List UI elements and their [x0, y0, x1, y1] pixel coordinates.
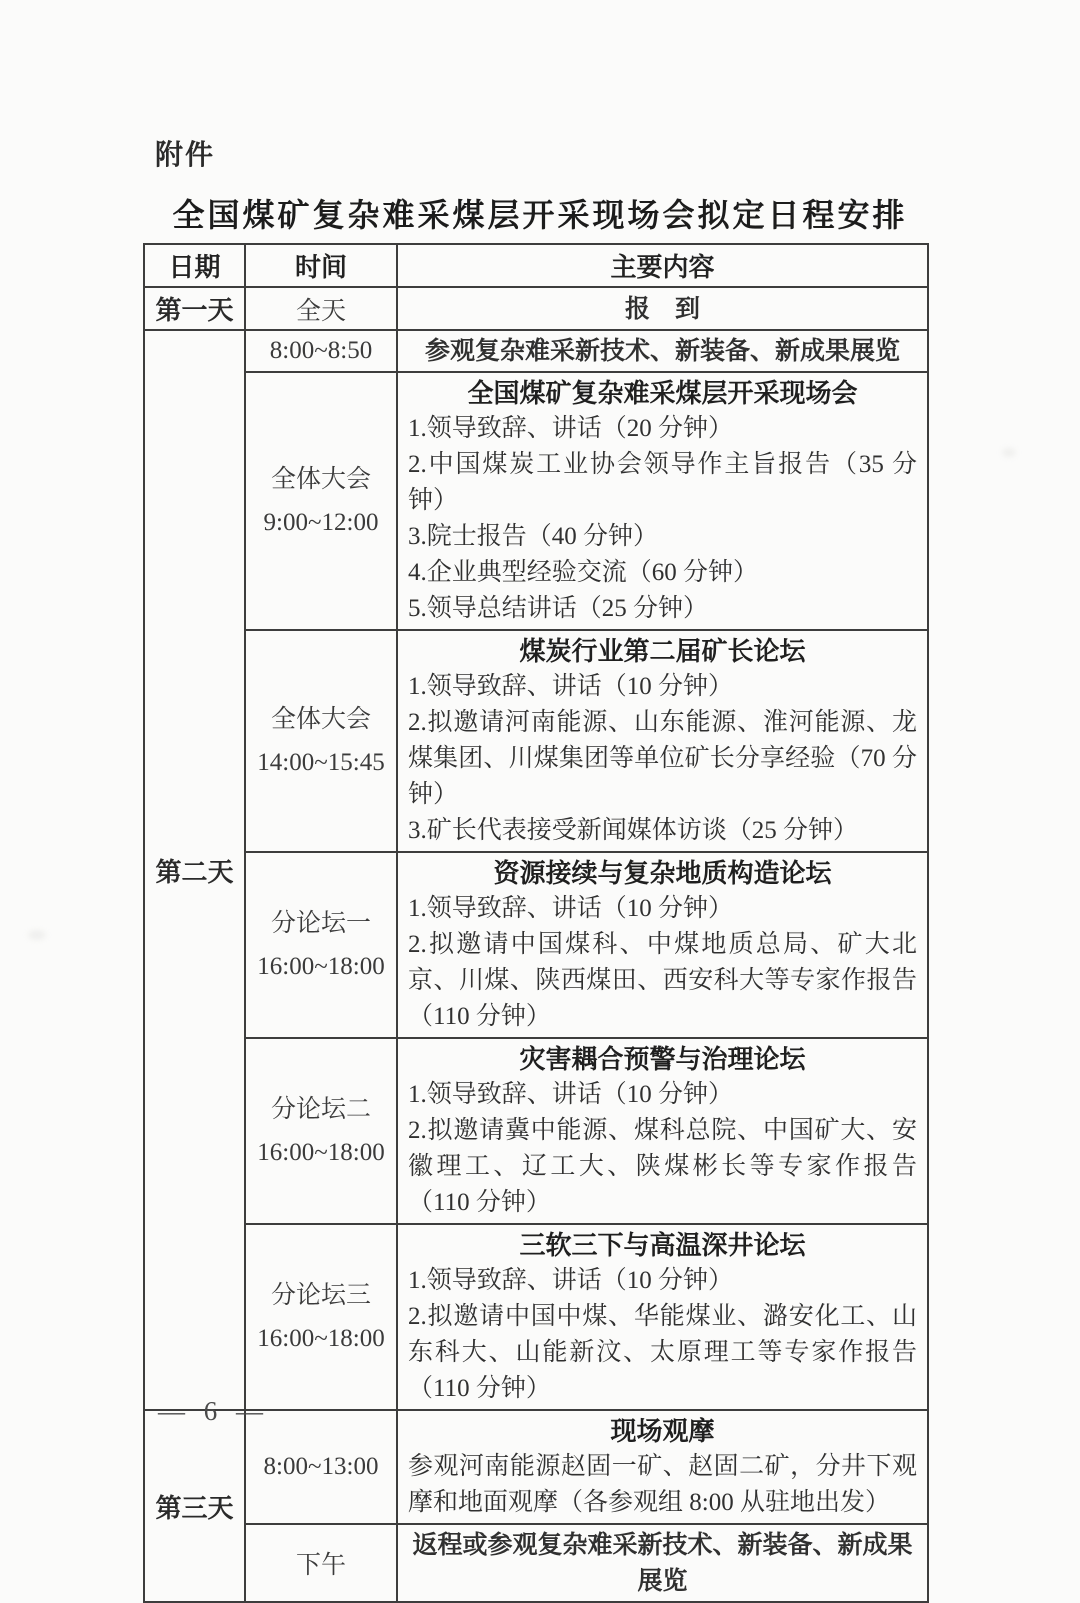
table-row	[144, 1038, 928, 1224]
column-header-time: 时间	[245, 244, 397, 287]
session-title: 全国煤矿复杂难采煤层开采现场会	[467, 378, 858, 408]
session-label: 分论坛一	[270, 909, 371, 937]
column-header-content: 主要内容	[397, 244, 928, 287]
time-cell	[245, 630, 397, 852]
agenda-item: 1.领导致辞、讲话（10 分钟）	[408, 1267, 734, 1294]
content-cell	[397, 1410, 928, 1524]
content-cell	[397, 372, 928, 630]
agenda-item: 3.院士报告（40 分钟）	[408, 523, 659, 550]
table-row	[144, 1524, 928, 1602]
table-row	[144, 372, 928, 630]
content-cell	[397, 1224, 928, 1410]
time-cell: 下午	[245, 1524, 397, 1602]
agenda-item: 4.企业典型经验交流（60 分钟）	[408, 559, 759, 586]
session-time: 14:00~15:45	[257, 749, 385, 776]
attachment-label: 附件	[155, 139, 216, 170]
time-cell: 8:00~13:00	[245, 1410, 397, 1524]
table-row	[144, 1224, 928, 1410]
session-time: 16:00~18:00	[257, 1139, 385, 1166]
agenda-item: 2.拟邀请中国煤科、中煤地质总局、矿大北京、川煤、陕西煤田、西安科大等专家作报告（110 分钟）	[408, 931, 917, 1030]
page-title: 全国煤矿复杂难采煤层开采现场会拟定日程安排	[172, 197, 908, 233]
day-label-3: 第三天	[144, 1410, 245, 1602]
session-time: 9:00~12:00	[263, 509, 379, 536]
agenda-item: 1.领导致辞、讲话（20 分钟）	[408, 415, 734, 442]
agenda-item: 参观河南能源赵固一矿、赵固二矿，分井下观摩和地面观摩（各参观组 8:00 从驻地出发）	[408, 1453, 917, 1516]
time-cell	[245, 852, 397, 1038]
agenda-item: 5.领导总结讲话（25 分钟）	[408, 595, 709, 622]
day-label-2: 第二天	[144, 330, 245, 1410]
session-title: 灾害耦合预警与治理论坛	[519, 1044, 806, 1074]
table-row	[144, 630, 928, 852]
content-cell: 参观复杂难采新技术、新装备、新成果展览	[397, 330, 928, 372]
session-title: 现场观摩	[610, 1416, 715, 1446]
agenda-item: 2.拟邀请中国中煤、华能煤业、潞安化工、山东科大、山能新汶、太原理工等专家作报告（110 分钟）	[408, 1303, 917, 1402]
session-label: 分论坛二	[270, 1095, 371, 1123]
day-label-1: 第一天	[144, 287, 245, 330]
time-cell	[245, 372, 397, 630]
time-cell: 8:00~8:50	[245, 330, 397, 372]
agenda-item: 2.拟邀请冀中能源、煤科总院、中国矿大、安徽理工、辽工大、陕煤彬长等专家作报告（110 分钟）	[408, 1117, 917, 1216]
table-row	[144, 287, 928, 330]
session-time: 16:00~18:00	[257, 1325, 385, 1352]
table-row	[144, 330, 928, 372]
agenda-item: 2.中国煤炭工业协会领导作主旨报告（35 分钟）	[408, 451, 917, 514]
session-title: 三软三下与高温深井论坛	[519, 1230, 806, 1260]
scan-artifact	[1002, 448, 1016, 457]
content-cell: 返程或参观复杂难采新技术、新装备、新成果展览	[397, 1524, 928, 1602]
column-header-date: 日期	[144, 244, 245, 287]
agenda-item: 1.领导致辞、讲话（10 分钟）	[408, 673, 734, 700]
agenda-item: 3.矿长代表接受新闻媒体访谈（25 分钟）	[408, 817, 859, 844]
content-cell	[397, 630, 928, 852]
page-number: — 6 —	[158, 1396, 269, 1426]
table-row	[144, 852, 928, 1038]
session-time: 16:00~18:00	[257, 953, 385, 980]
content-cell: 报 到	[397, 287, 928, 330]
session-label: 分论坛三	[270, 1281, 371, 1309]
session-label: 全体大会	[270, 465, 371, 493]
content-cell	[397, 1038, 928, 1224]
scan-artifact	[28, 930, 46, 940]
time-cell	[245, 1038, 397, 1224]
agenda-item: 1.领导致辞、讲话（10 分钟）	[408, 1081, 734, 1108]
agenda-item: 1.领导致辞、讲话（10 分钟）	[408, 895, 734, 922]
content-cell	[397, 852, 928, 1038]
session-title: 资源接续与复杂地质构造论坛	[493, 858, 832, 888]
time-cell	[245, 1224, 397, 1410]
table-row	[144, 1410, 928, 1524]
session-label: 全体大会	[270, 705, 371, 733]
agenda-item: 2.拟邀请河南能源、山东能源、淮河能源、龙煤集团、川煤集团等单位矿长分享经验（70 分钟）	[408, 709, 917, 808]
time-cell: 全天	[245, 287, 397, 330]
session-title: 煤炭行业第二届矿长论坛	[519, 636, 806, 666]
table-header-row	[144, 244, 928, 287]
